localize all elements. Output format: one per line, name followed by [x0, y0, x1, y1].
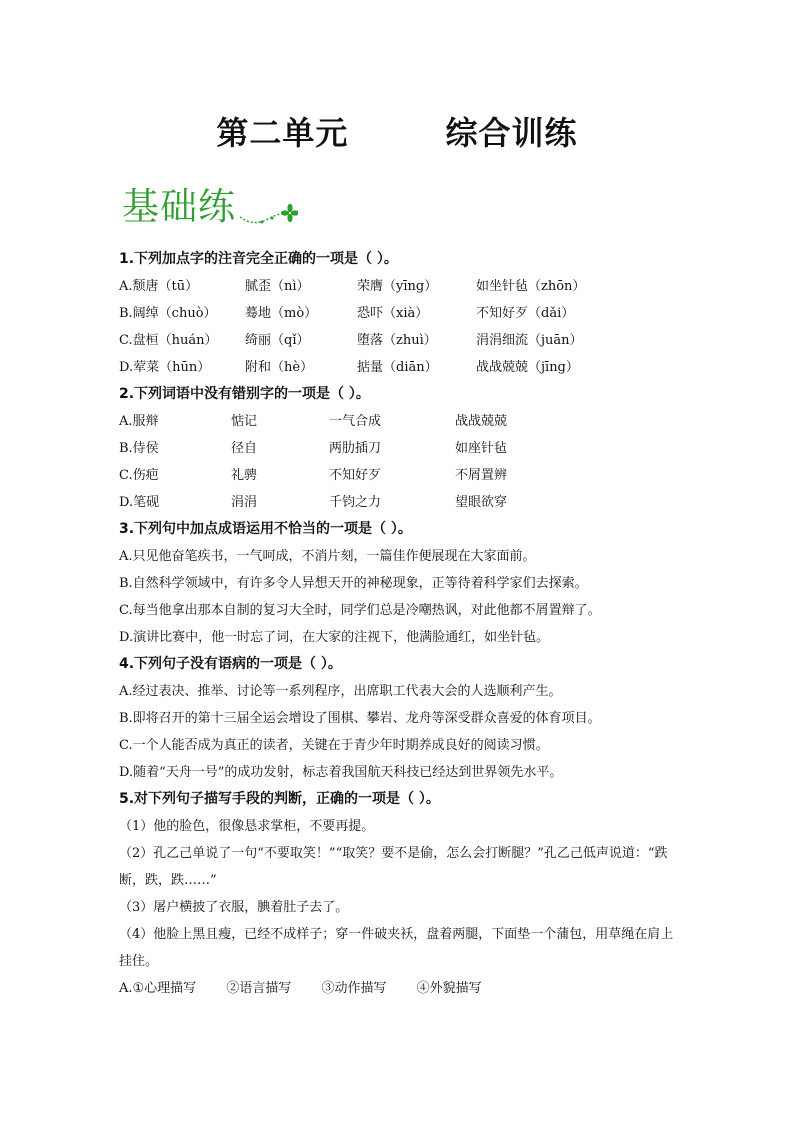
- option-cell: 千钧之力: [329, 495, 382, 510]
- question-4-option: B.即将召开的第十三届全运会增设了围棋、攀岩、龙舟等深受群众喜爱的体育项目。: [119, 711, 601, 726]
- option-part: ④外貌描写: [416, 981, 482, 996]
- option-cell: 望眼欲穿: [455, 495, 508, 510]
- option-cell: A.服辩: [119, 414, 159, 429]
- question-3-option: C.每当他拿出那本自制的复习大全时，同学们总是冷嘲热讽，对此他都不屑置辩了。: [119, 603, 601, 618]
- question-3-option: A.只见他奋笔疾书，一气呵成，不消片刻，一篇佳作便展现在大家面前。: [119, 549, 536, 564]
- question-1-option-row: [119, 327, 689, 354]
- option-cell: 掂量（diān）: [357, 360, 438, 375]
- question-2-stem: 2.下列词语中没有错别字的一项是（ ）。: [119, 386, 370, 402]
- question-2-option-row: [119, 435, 689, 462]
- option-cell: 荣膺（yīng）: [357, 279, 438, 294]
- option-cell: D.荤菜（hūn）: [119, 360, 211, 375]
- question-4-option: C.一个人能否成为真正的读者，关键在于青少年时期养成良好的阅读习惯。: [119, 738, 549, 753]
- option-cell: 涓涓: [231, 495, 258, 510]
- option-cell: 绮丽（qǐ）: [245, 333, 310, 348]
- option-cell: 礼骋: [231, 468, 258, 483]
- question-5-item: （3）屠户横披了衣服，腆着肚子去了。: [119, 900, 349, 915]
- question-1-stem: 1.下列加点字的注音完全正确的一项是（ ）。: [119, 251, 398, 267]
- section-label: 基础练: [122, 185, 236, 228]
- option-cell: 如座针毡: [455, 441, 508, 456]
- option-cell: 战战兢兢（jīng）: [476, 360, 579, 375]
- question-5-item: （2）孔乙己单说了一句“不要取笑！”“取笑？要不是偷，怎么会打断腿？”孔乙己低声说道：“跌断，跌，跌……”: [119, 846, 668, 888]
- question-2-option-row: [119, 489, 689, 516]
- option-cell: 附和（hè）: [245, 360, 314, 375]
- option-cell: 恐吓（xià）: [357, 306, 429, 321]
- question-2-option-row: [119, 462, 689, 489]
- option-cell: 不知好歹: [329, 468, 382, 483]
- question-3-option: D.演讲比赛中，他一时忘了词，在大家的注视下，他满脸通红，如坐针毡。: [119, 630, 550, 645]
- option-cell: 如坐针毡（zhōn）: [476, 279, 586, 294]
- option-cell: 一气合成: [329, 414, 382, 429]
- question-4-stem: 4.下列句子没有语病的一项是（ ）。: [119, 656, 342, 672]
- question-3-option: B.自然科学领域中，有许多令人异想天开的神秘现象，正等待着科学家们去探索。: [119, 576, 588, 591]
- question-1-option-row: [119, 354, 689, 381]
- option-part: A.①心理描写: [119, 981, 197, 996]
- option-cell: 蓦地（mò）: [245, 306, 318, 321]
- option-cell: B.阔绰（chuò）: [119, 306, 217, 321]
- question-4-option: A.经过表决、推举、讨论等一系列程序，出席职工代表大会的人选顺利产生。: [119, 684, 562, 699]
- option-part: ③动作描写: [321, 981, 387, 996]
- option-cell: 堕落（zhuì）: [357, 333, 437, 348]
- question-5-item: （4）他脸上黑且瘦，已经不成样子；穿一件破夹袄，盘着两腿，下面垫一个蒲包，用草绳在肩上挂住。: [119, 927, 674, 969]
- exercise-content: [119, 246, 689, 1002]
- question-5-item: （1）他的脸色，很像恳求掌柜，不要再提。: [119, 819, 375, 834]
- option-part: ②语言描写: [226, 981, 292, 996]
- question-5-option-a: [119, 975, 689, 1002]
- option-cell: 不屑置辨: [455, 468, 508, 483]
- option-cell: 径自: [231, 441, 258, 456]
- question-4-option: D.随着“天舟一号”的成功发射，标志着我国航天科技已经达到世界领先水平。: [119, 765, 563, 780]
- question-3-stem: 3.下列句中加点成语运用不恰当的一项是（ ）。: [119, 521, 412, 537]
- question-1-option-row: [119, 273, 689, 300]
- question-5-stem: 5.对下列句子描写手段的判断，正确的一项是（ ）。: [119, 791, 440, 807]
- vine-decoration-icon: [238, 197, 298, 227]
- option-cell: 战战兢兢: [455, 414, 508, 429]
- option-cell: C.盘桓（huán）: [119, 333, 218, 348]
- option-cell: B.侍侯: [119, 441, 159, 456]
- option-cell: 涓涓细流（juān）: [476, 333, 583, 348]
- page-title: 第二单元 综合训练: [216, 114, 578, 152]
- question-2-option-row: [119, 408, 689, 435]
- option-cell: 不知好歹（dǎi）: [476, 306, 575, 321]
- option-cell: 惦记: [231, 414, 258, 429]
- option-cell: A.颓唐（tū）: [119, 279, 199, 294]
- option-cell: 腻歪（nì）: [245, 279, 310, 294]
- option-cell: C.伤疤: [119, 468, 159, 483]
- section-badge: [120, 183, 295, 235]
- question-1-option-row: [119, 300, 689, 327]
- option-cell: D.笔砚: [119, 495, 160, 510]
- option-cell: 两肋插刀: [329, 441, 382, 456]
